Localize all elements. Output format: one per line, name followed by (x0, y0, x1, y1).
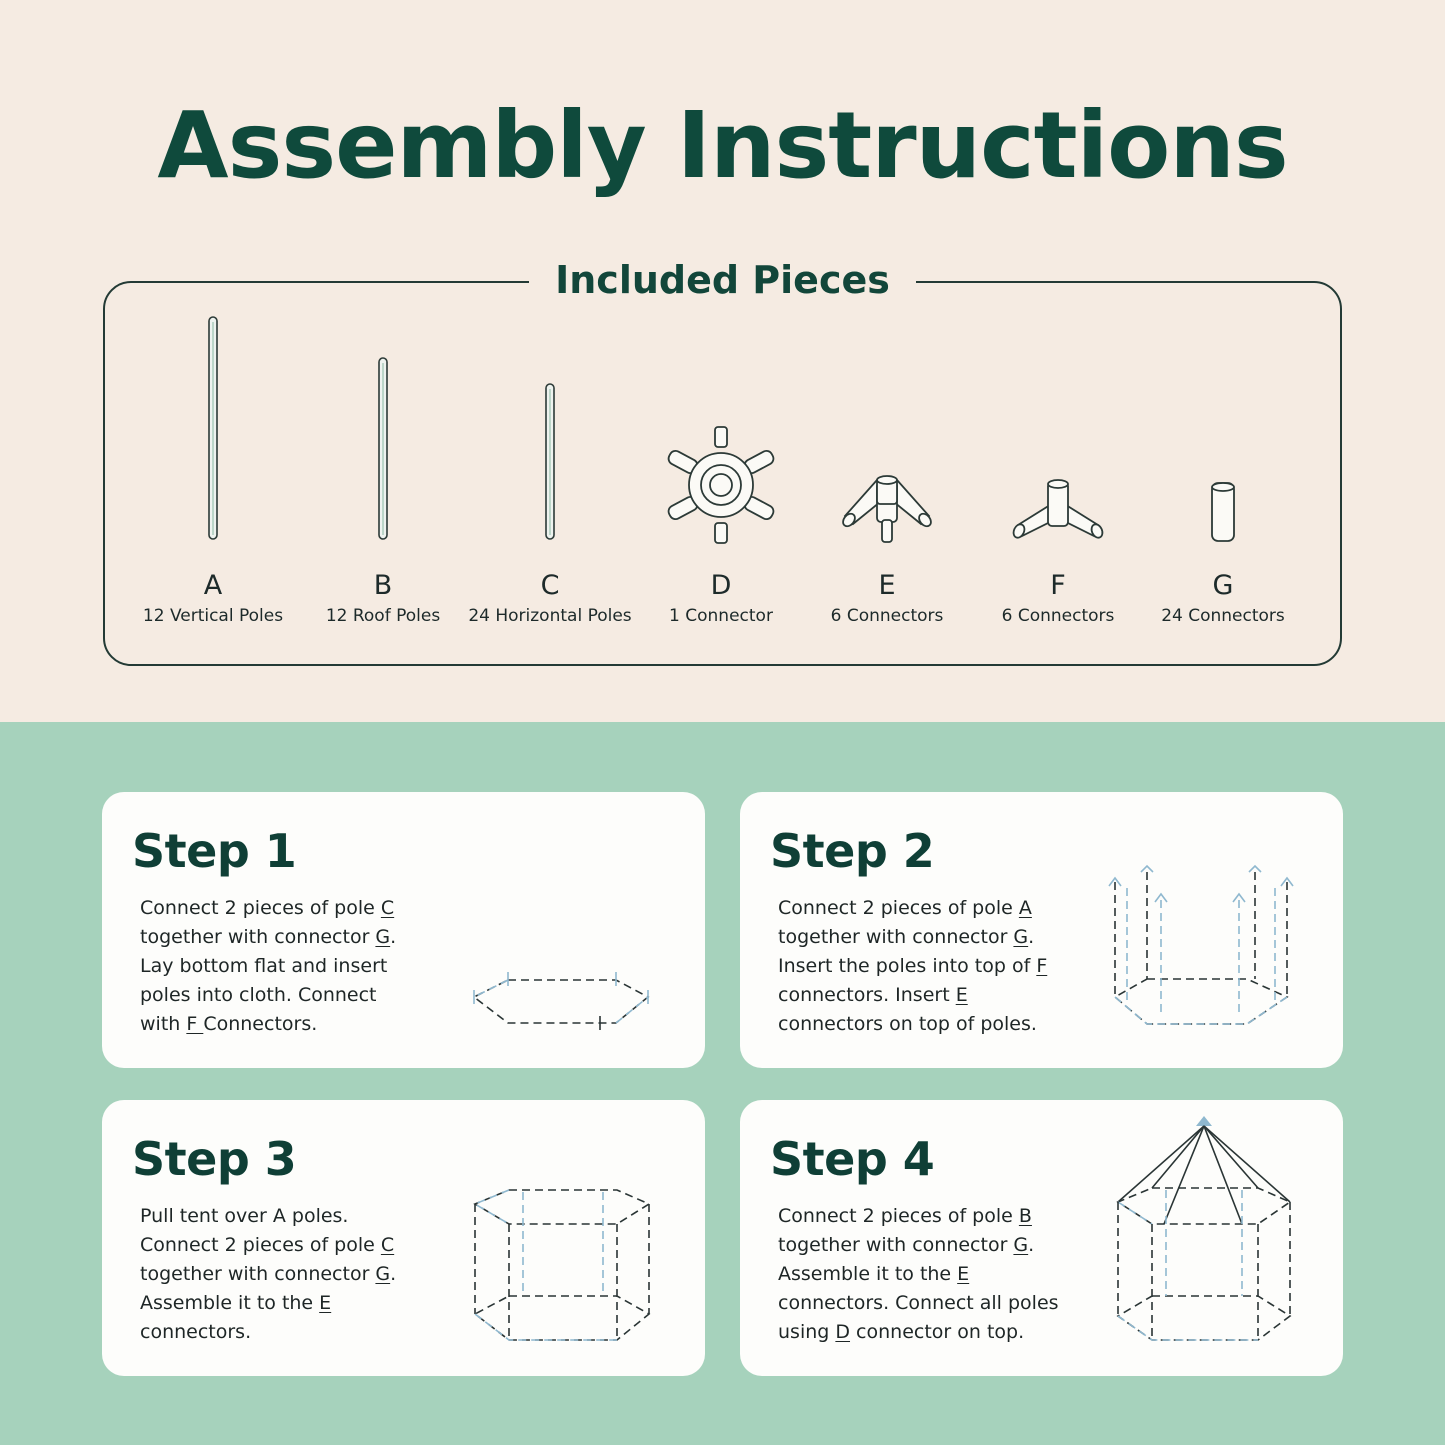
piece-letter: A (203, 570, 223, 601)
step-text-line (778, 894, 1108, 923)
text-segment: Assemble it to the (140, 1292, 320, 1314)
step-text (778, 1202, 1108, 1347)
part-reference: G (1013, 926, 1029, 948)
text-segment: connectors on top of poles. (778, 1013, 1037, 1035)
included-pieces-heading (0, 256, 1445, 304)
piece-description: 6 Connectors (1001, 606, 1115, 626)
step-text-line (140, 1318, 470, 1347)
text-segment: poles into cloth. Connect (140, 984, 377, 1006)
piece-description: 12 Roof Poles (325, 606, 441, 626)
text-segment: together with connector (140, 926, 376, 948)
step-text-line (778, 923, 1108, 952)
step-3-card (102, 1100, 705, 1376)
part-reference: F (1036, 955, 1048, 977)
text-segment: Connect 2 pieces of pole (140, 897, 381, 919)
part-reference: F (186, 1013, 204, 1035)
part-reference: G (375, 1263, 391, 1285)
step-1-card (102, 792, 705, 1068)
piece-description: 1 Connector (669, 606, 773, 626)
step-text-line (778, 1289, 1108, 1318)
horizontal-pole-icon (450, 300, 650, 560)
part-reference: A (1018, 897, 1032, 919)
step-text-line (778, 1260, 1108, 1289)
text-segment: Insert the poles into top of (778, 955, 1037, 977)
text-segment: together with connector (778, 1234, 1014, 1256)
part-reference: D (835, 1321, 851, 1343)
hexagon-base-diagram-icon (462, 962, 662, 1032)
step-text-line (140, 894, 470, 923)
step-text-line (140, 952, 470, 981)
text-segment: connectors. (140, 1321, 252, 1343)
text-segment: Connect 2 pieces of pole (140, 1234, 381, 1256)
step-text (140, 1202, 470, 1347)
step-text-line (140, 923, 470, 952)
text-segment: together with connector (140, 1263, 376, 1285)
included-pieces-heading-text: Included Pieces (529, 256, 916, 304)
step-text-line (778, 981, 1108, 1010)
text-segment: Lay bottom flat and insert (140, 955, 388, 977)
step-title: Step 2 (770, 824, 935, 878)
piece-c (450, 300, 650, 640)
piece-letter: D (710, 570, 732, 601)
piece-description: 6 Connectors (830, 606, 944, 626)
step-text-line (778, 1202, 1108, 1231)
piece-e (787, 300, 987, 640)
piece-letter: F (1050, 570, 1066, 601)
piece-description: 24 Horizontal Poles (468, 606, 632, 626)
text-segment: using (778, 1321, 836, 1343)
part-reference: C (380, 1234, 395, 1256)
part-reference: B (1018, 1205, 1032, 1227)
vertical-poles-diagram-icon (1105, 862, 1300, 1037)
text-segment: Connect 2 pieces of pole (778, 1205, 1019, 1227)
step-text (140, 894, 470, 1039)
piece-description: 12 Vertical Poles (142, 606, 284, 626)
step-text (778, 894, 1108, 1039)
text-segment: Connect 2 pieces of pole (778, 897, 1019, 919)
text-segment: Assemble it to the (778, 1263, 958, 1285)
piece-g (1123, 300, 1323, 640)
part-reference: G (375, 926, 391, 948)
text-segment: connectors. Connect all poles (778, 1292, 1059, 1314)
step-text-line (140, 1289, 470, 1318)
text-segment: with (140, 1013, 187, 1035)
step-text-line (778, 1318, 1108, 1347)
page-title: Assembly Instructions (157, 92, 1288, 199)
hexagon-frame-diagram-icon (467, 1182, 662, 1352)
piece-letter: C (540, 570, 560, 601)
part-reference: E (957, 1263, 970, 1285)
text-segment: . (390, 926, 397, 948)
text-segment: . (1028, 1234, 1035, 1256)
step-4-card (740, 1100, 1343, 1376)
three-way-connector-icon (787, 300, 987, 560)
step-title: Step 4 (770, 1132, 935, 1186)
part-reference: E (955, 984, 968, 1006)
piece-description: 24 Connectors (1161, 606, 1285, 626)
straight-connector-icon (1123, 300, 1323, 560)
part-reference: G (1013, 1234, 1029, 1256)
step-text-line (140, 1260, 470, 1289)
text-segment: . (390, 1263, 397, 1285)
step-title: Step 3 (132, 1132, 297, 1186)
part-reference: C (380, 897, 395, 919)
part-reference: E (319, 1292, 332, 1314)
step-title: Step 1 (132, 824, 297, 878)
step-text-line (140, 981, 470, 1010)
step-text-line (140, 1010, 470, 1039)
finished-tent-diagram-icon (1108, 1110, 1303, 1355)
step-text-line (140, 1202, 470, 1231)
text-segment: Pull tent over A poles. (140, 1205, 349, 1227)
step-text-line (778, 952, 1108, 981)
step-text-line (778, 1010, 1108, 1039)
step-text-line (778, 1231, 1108, 1260)
text-segment: Connectors. (203, 1013, 318, 1035)
text-segment: . (1028, 926, 1035, 948)
piece-letter: G (1212, 570, 1234, 601)
piece-letter: B (373, 570, 393, 601)
step-2-card (740, 792, 1343, 1068)
piece-letter: E (878, 570, 896, 601)
text-segment: together with connector (778, 926, 1014, 948)
step-text-line (140, 1231, 470, 1260)
text-segment: connectors. Insert (778, 984, 956, 1006)
text-segment: connector on top. (850, 1321, 1025, 1343)
